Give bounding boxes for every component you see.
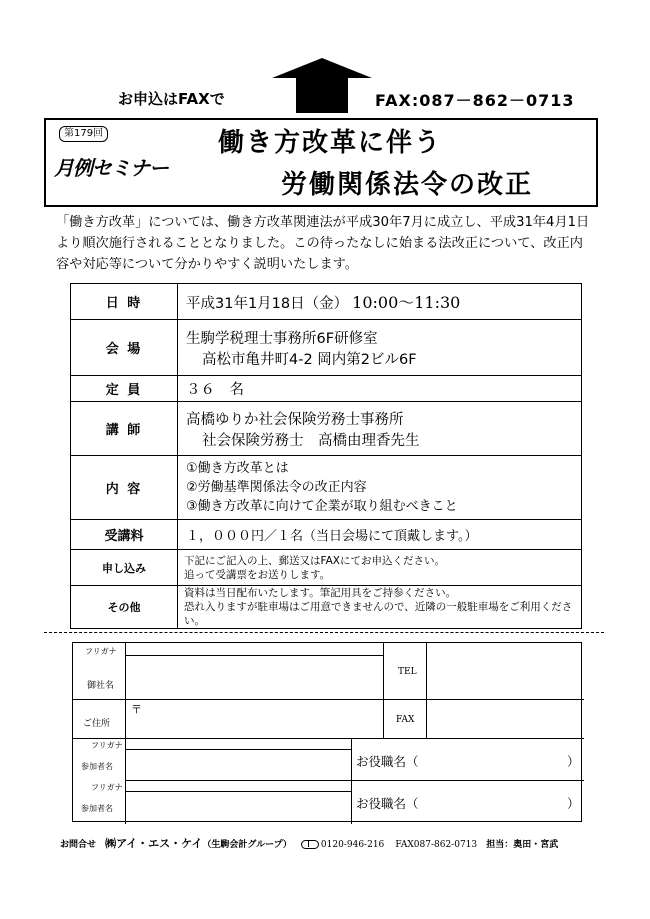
title-box [44,118,598,207]
up-arrow-icon [272,58,372,113]
contact-footer [60,835,640,851]
participant-1-position-close: ） [567,754,580,769]
content-row [71,456,582,520]
application-form [72,642,582,822]
contact-label: お問合せ [60,840,97,850]
apply-line-2: 追って受講票をお送りします。 [184,568,331,581]
venue-address: 高松市亀井町4-2 岡内第2ビル6F [202,351,417,368]
company-name: ㈱アイ・エス・ケイ [105,837,203,850]
lecturer-office: 高橋ゆりか社会保険労務士事務所 [186,411,404,428]
other-row [71,586,582,629]
company-name-field[interactable] [126,655,384,700]
seminar-details-table [70,283,582,629]
fax-field[interactable] [426,699,584,739]
apply-line-1: 下記にご記入の上、郵送又はFAXにてお申込ください。 [184,554,445,567]
furigana-label-participant-1: フリガナ [91,741,123,750]
fax-header [0,0,650,115]
venue-value [178,320,582,376]
capacity-row [71,376,582,402]
content-label: 内 容 [71,456,178,520]
participant-2-position-close: ） [567,796,580,811]
fee-row [71,520,582,550]
participant-1-position-field[interactable] [351,738,584,781]
title-line-2: 労働関係法令の改正 [281,170,534,200]
lecturer-row [71,402,582,456]
furigana-label-participant-2: フリガナ [91,783,123,792]
seminar-number-badge: 第179回 [59,126,108,142]
participant-1-label: 参加者名 [81,762,113,771]
company-furigana-field[interactable] [126,642,384,656]
other-line-1: 資料は当日配布いたします。筆記用具をご持参ください。 [184,587,457,599]
participant-1-position-label: お役職名（ [356,754,419,769]
lecturer-value [178,402,582,456]
fax-label-cell [383,699,427,739]
content-item-2: ②労働基準関係法令の改正内容 [186,480,367,495]
fax-label: FAX [396,715,415,725]
other-label: その他 [71,586,178,629]
lecturer-label: 講 師 [71,402,178,456]
venue-row [71,320,582,376]
tel-field[interactable] [426,642,584,700]
participant-2-label: 参加者名 [81,804,113,813]
fax-number: FAX:087－862－0713 [375,91,575,110]
participant-2-name-field[interactable] [126,791,352,824]
other-value [178,586,582,629]
venue-name: 生駒学税理士事務所6F研修室 [186,330,378,347]
date-value [178,284,582,320]
content-item-3: ③働き方改革に向けて企業が取り組むべきこと [186,499,458,514]
content-item-1: ①働き方改革とは [186,461,289,476]
venue-label: 会 場 [71,320,178,376]
intro-paragraph: 「働き方改革」については、働き方改革関連法が平成30年7月に成立し、平成31年4月1日より順次施行されることとなりました。この待ったなしに始まる法改正について、改正内容や対応等について分かりやすく説明いたします。 [56,215,590,272]
title-line-1: 働き方改革に伴う [218,128,443,158]
date-row [71,284,582,320]
furigana-label-company: フリガナ [85,647,117,656]
fax-lead-text: お申込はFAXで [118,90,225,108]
participant-2-position-field[interactable] [351,780,584,824]
fee-label: 受講料 [71,520,178,550]
apply-row [71,550,582,586]
cut-line [44,632,604,633]
capacity-value: ３６ 名 [178,376,582,402]
capacity-label: 定 員 [71,376,178,402]
free-dial-number: 0120-946-216 [320,840,385,850]
participant-1-name-field[interactable] [126,749,352,781]
lecturer-name: 社会保険労務士 高橋由理香先生 [202,432,420,449]
postal-mark: 〒 [131,703,142,716]
footer-fax: FAX087-862-0713 [395,840,478,850]
other-line-2: 恐れ入りますが駐車場はご用意できませんので、近隣の一般駐車場をご利用ください。 [184,601,573,627]
tel-label: TEL [398,667,417,677]
content-value [178,456,582,520]
date-text: 平成31年1月18日（金） [186,296,349,312]
free-dial-icon [301,840,319,849]
date-label: 日 時 [71,284,178,320]
tel-label-cell [383,642,427,700]
company-group: （生駒会計グループ） [202,840,292,850]
company-label: 御社名 [87,681,115,691]
seminar-brand-logo: 月例セミナー [54,156,168,180]
time-text: 10:00～11:30 [352,293,461,312]
participant-2-position-label: お役職名（ [356,796,419,811]
apply-value [178,550,582,586]
address-field[interactable] [126,699,384,739]
apply-label: 申し込み [71,550,178,586]
address-label: ご住所 [83,719,111,729]
staff-names: 担当：奥田・宮武 [486,840,559,850]
fee-value: １，０００円／１名（当日会場にて頂戴します。） [178,520,582,550]
